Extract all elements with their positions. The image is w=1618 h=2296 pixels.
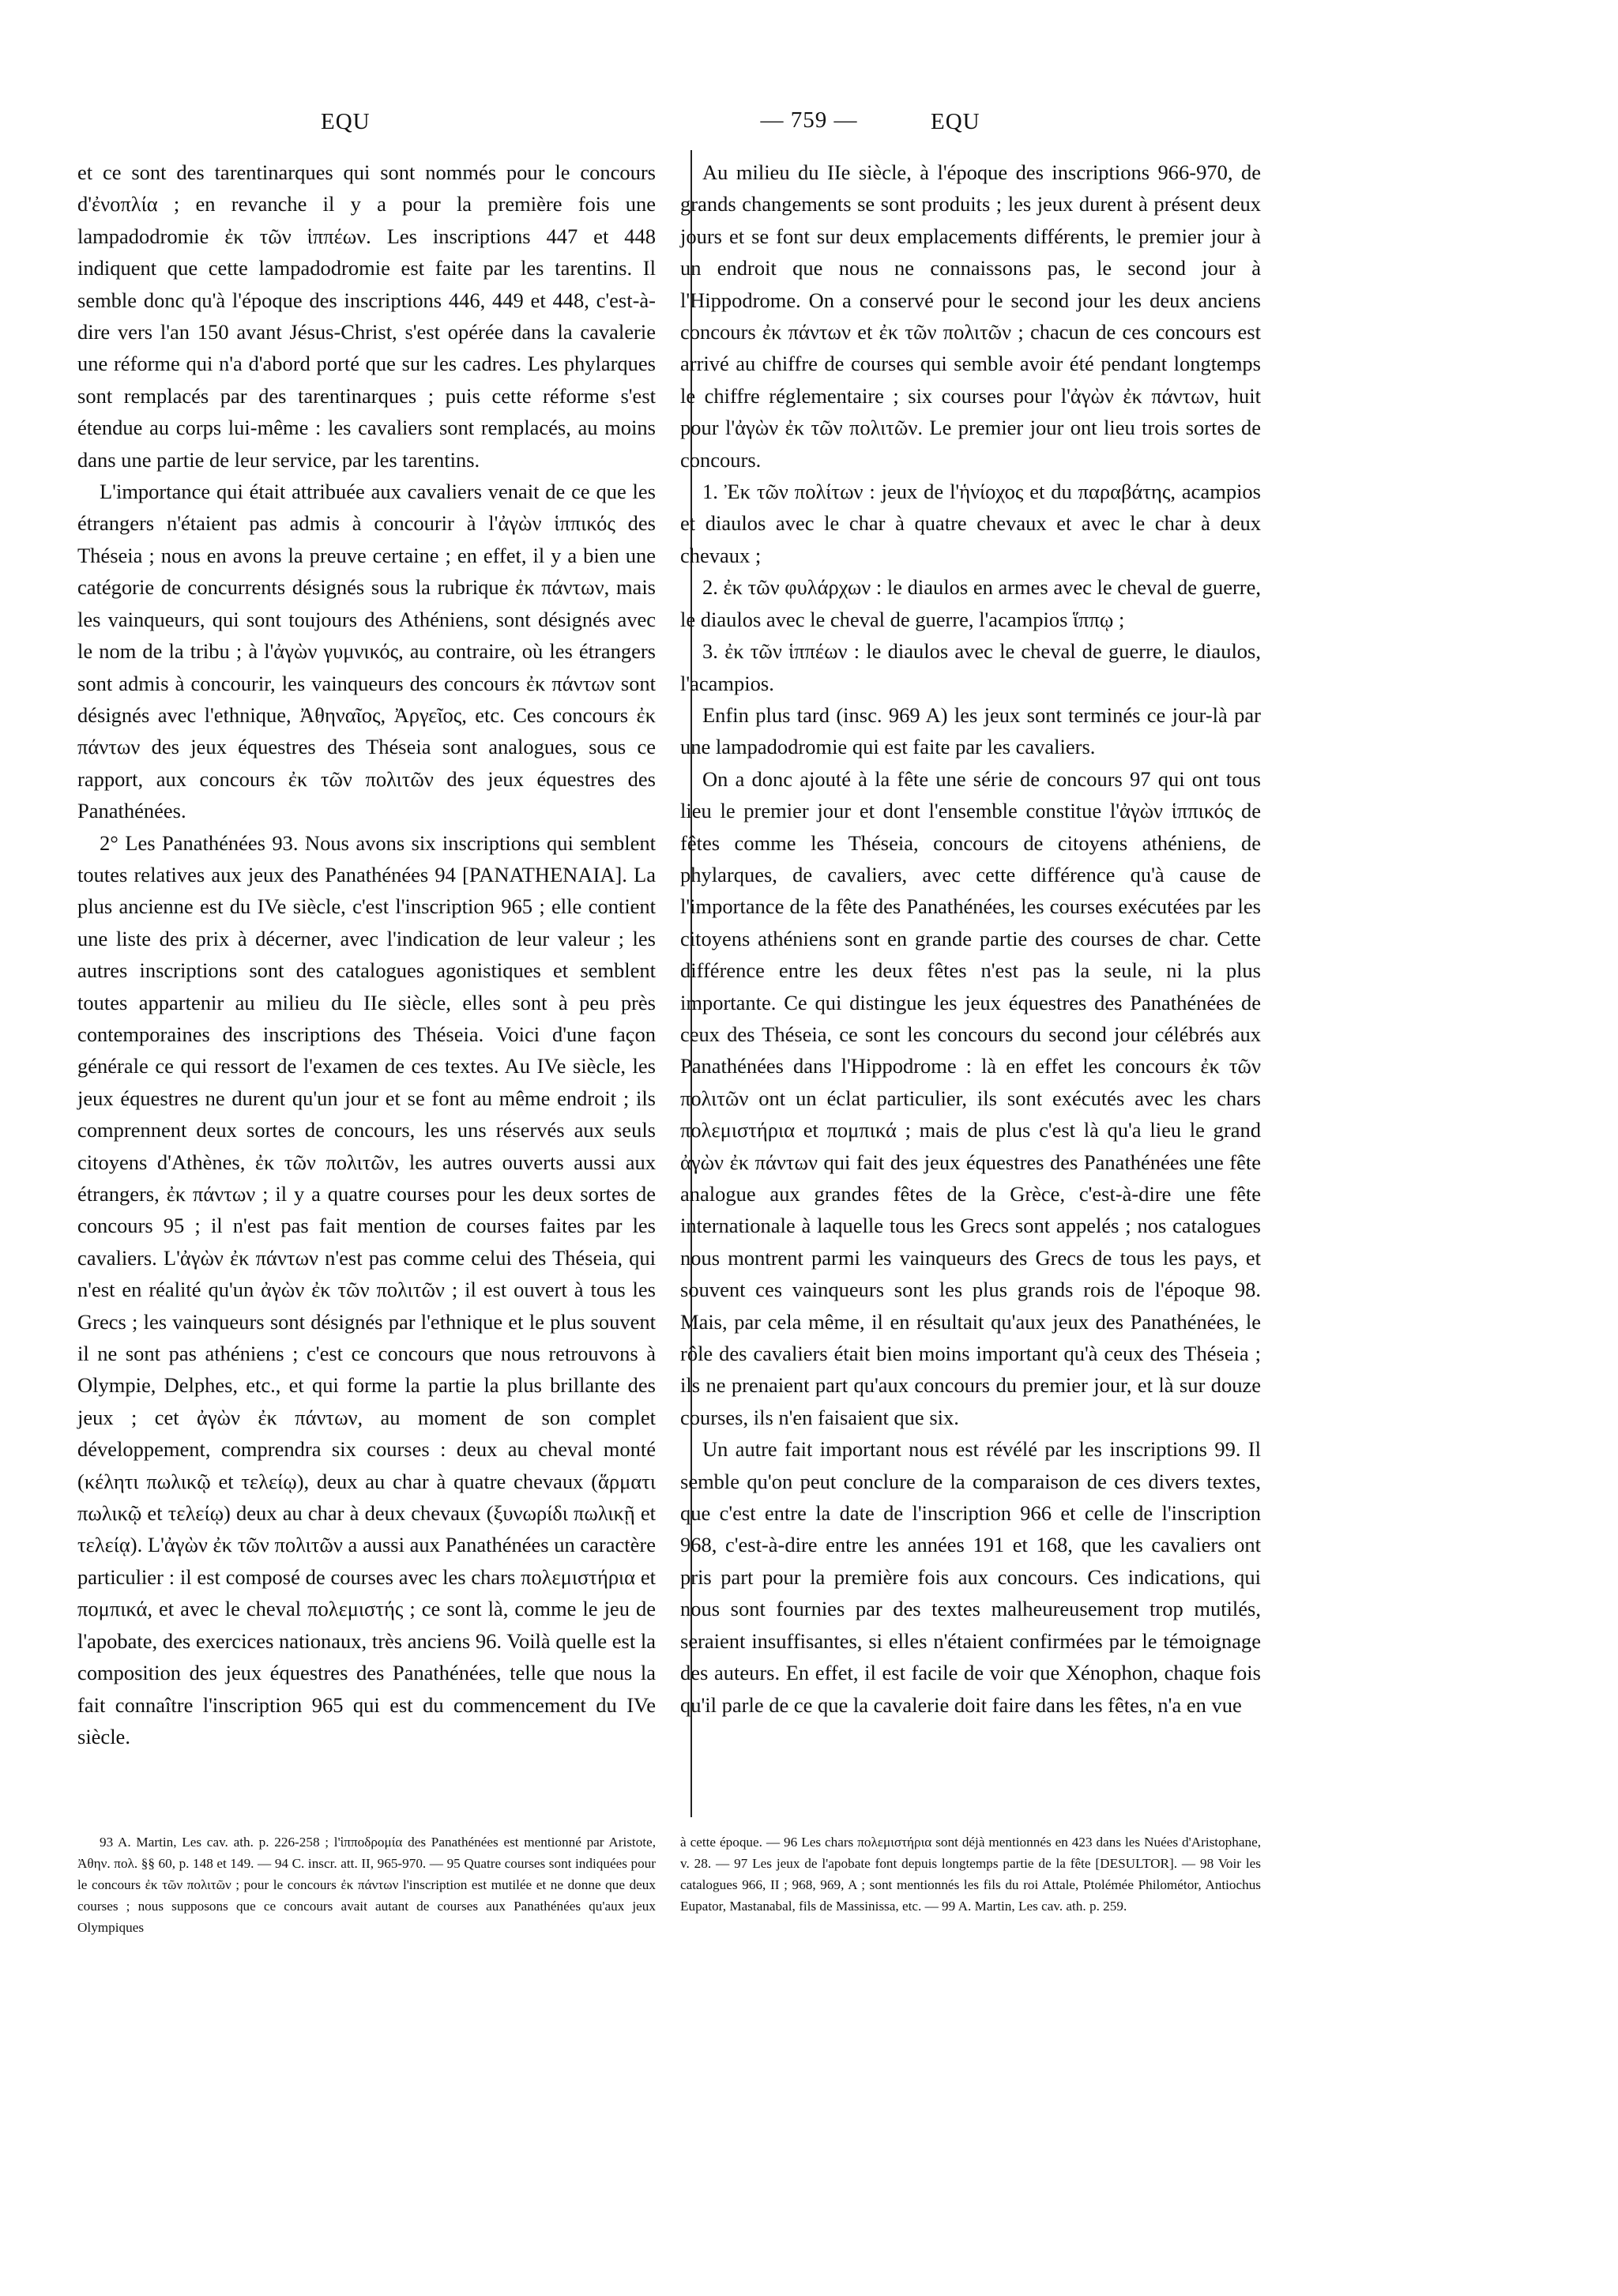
footnote-block: à cette époque. — 96 Les chars πολεμιστήρια sont déjà mentionnés en 423 dans les Nuées d'Aristophane, v. 28. — 97 Les jeux de l'apobate font depuis longtemps partie de la fête [DESULTOR]. — 98 Voir les catalogues 966, II ; 968, 969, A ; sont mentionnés les fils du roi Attale, Ptolémée Philométor, Antiochus Eupator, Mastanabal, fils de Massinissa, etc. — 99 A. Martin, Les cav. ath. p. 259. [680, 1835, 1261, 1914]
page-number: — 759 — [760, 107, 858, 133]
running-head-right: EQU [931, 109, 980, 134]
running-head-left: EQU [321, 109, 371, 134]
left-column [77, 156, 656, 1752]
footnotes-left [77, 1831, 656, 1938]
footnote-block: 93 A. Martin, Les cav. ath. p. 226-258 ; l'ἱπποδρομία des Panathénées est mentionné par Aristote, Ἀθην. πολ. §§ 60, p. 148 et 149. — 94 C. inscr. att. II, 965-970. — 95 Quatre courses sont indiquées pour le concours ἐκ τῶν πολιτῶν ; pour le concours ἐκ πάντων l'inscription est mutilée et ne donne que deux courses ; nous supposons que ce concours avait autant de courses aux Panathénées qu'aux jeux Olympiques [77, 1835, 656, 1935]
list-item: 2. ἐκ τῶν φυλάρχων : le diaulos en armes avec le cheval de guerre, le diaulos avec le cheval de guerre, l'acampios ἵππῳ ; [680, 575, 1261, 631]
right-column [680, 156, 1261, 1721]
list-item: 1. Ἐκ τῶν πολίτων : jeux de l'ἡνίοχος et du παραβάτης, acampios et diaulos avec le char à quatre chevaux et avec le char à deux chevaux ; [680, 480, 1261, 567]
paragraph: Un autre fait important nous est révélé par les inscriptions 99. Il semble qu'on peut conclure de la comparaison de ces divers textes, que c'est entre la date de l'inscription 966 et celle de l'inscription 968, c'est-à-dire entre les années 191 et 168, que les cavaliers ont pris part pour la première fois aux concours. Ces indications, qui nous sont fournies par des textes malheureusement trop mutilés, seraient insuffisantes, si elles n'étaient confirmées par le témoignage des auteurs. En effet, il est facile de voir que Xénophon, chaque fois qu'il parle de ce que la cavalerie doit faire dans les fêtes, n'a en vue [680, 1437, 1261, 1717]
paragraph: L'importance qui était attribuée aux cavaliers venait de ce que les étrangers n'étaient pas admis à concourir à l'ἀγὼν ἱππικός des Théseia ; nous en avons la preuve certaine ; en effet, il y a bien une catégorie de concurrents désignés sous la rubrique ἐκ πάντων, mais les vainqueurs, qui sont toujours des Athéniens, sont désignés avec le nom de la tribu ; à l'ἀγὼν γυμνικός, au contraire, où les étrangers sont admis à concourir, les vainqueurs des concours ἐκ πάντων sont désignés avec l'ethnique, Ἀθηναῖος, Ἀργεῖος, etc. Ces concours ἐκ πάντων des jeux équestres des Théseia sont analogues, sous ce rapport, aux concours ἐκ τῶν πολιτῶν des jeux équestres des Panathénées. [77, 480, 656, 823]
list-item: 3. ἐκ τῶν ἱππέων : le diaulos avec le cheval de guerre, le diaulos, l'acampios. [680, 639, 1261, 695]
footnotes-right [680, 1831, 1261, 1917]
paragraph: Enfin plus tard (insc. 969 A) les jeux sont terminés ce jour-là par une lampadodromie qui est faite par les cavaliers. [680, 702, 1261, 759]
paragraph: On a donc ajouté à la fête une série de concours 97 qui ont tous lieu le premier jour et dont l'ensemble constitue l'ἀγὼν ἱππικός de fêtes comme les Théseia, concours de citoyens athéniens, de phylarques, de cavaliers, avec cette différence qu'à cause de l'importance de la fête des Panathénées, les courses exécutées par les citoyens athéniens sont en grande partie des courses de char. Cette différence entre les deux fêtes n'est pas la seule, ni la plus importante. Ce qui distingue les jeux équestres des Panathénées de ceux des Théseia, ce sont les concours du second jour célébrés aux Panathénées dans l'Hippodrome : là en effet les concours ἐκ τῶν πολιτῶν ont un éclat particulier, ils sont exécutés avec les chars πολεμιστήρια et πομπικά ; mais de plus c'est là qu'a lieu le grand ἀγὼν ἐκ πάντων qui fait des jeux équestres des Panathénées une fête analogue aux grandes fêtes de la Grèce, c'est-à-dire une fête internationale à laquelle tous les Grecs sont appelés ; nos catalogues nous montrent parmi les vainqueurs des Grecs de tous les pays, et souvent ces vainqueurs sont les plus grands rois de l'époque 98. Mais, par cela même, il en résultait qu'aux jeux des Panathénées, le rôle des cavaliers était bien moins important qu'à ceux des Théseia ; ils ne prenaient part qu'aux concours du premier jour, et là sur douze courses, ils n'en faisaient que six. [680, 766, 1261, 1429]
paragraph: et ce sont des tarentinarques qui sont nommés pour le concours d'ἐνοπλία ; en revanche il y a pour la première fois une lampadodromie ἐκ τῶν ἱππέων. Les inscriptions 447 et 448 indiquent que cette lampadodromie est faite par les tarentins. Il semble donc qu'à l'époque des inscriptions 446, 449 et 448, c'est-à-dire vers l'an 150 avant Jésus-Christ, s'est opérée dans la cavalerie une réforme qui n'a d'abord porté que sur les cadres. Les phylarques sont remplacés par des tarentinarques ; puis cette réforme s'est étendue au corps lui-même : les cavaliers sont remplacés, au moins dans une partie de leur service, par les tarentins. [77, 160, 656, 472]
paragraph: Au milieu du IIe siècle, à l'époque des inscriptions 966-970, de grands changements se sont produits ; les jeux durent à présent deux jours et se font sur deux emplacements différents, le premier jour à un endroit que nous ne connaissons pas, le second jour à l'Hippodrome. On a conservé pour le second jour les deux anciens concours ἐκ πάντων et ἐκ τῶν πολιτῶν ; chacun de ces concours est arrivé au chiffre de courses qui semble avoir été pendant longtemps le chiffre réglementaire ; six courses pour l'ἀγὼν ἐκ πάντων, huit pour l'ἀγὼν ἐκ τῶν πολιτῶν. Le premier jour ont lieu trois sortes de concours. [680, 160, 1261, 472]
paragraph: 2° Les Panathénées 93. Nous avons six inscriptions qui semblent toutes relatives aux jeux des Panathénées 94 [PANATHENAIA]. La plus ancienne est du IVe siècle, c'est l'inscription 965 ; elle contient une liste des prix à décerner, avec l'indication de leur valeur ; les autres inscriptions sont des catalogues agonistiques et semblent toutes appartenir au milieu du IIe siècle, elles sont à peu près contemporaines des inscriptions des Théseia. Voici d'une façon générale ce qui ressort de l'examen de ces textes. Au IVe siècle, les jeux équestres ne durent qu'un jour et se font au même endroit ; ils comprennent deux sortes de concours, les uns réservés aux seuls citoyens d'Athènes, ἐκ τῶν πολιτῶν, les autres ouverts aussi aux étrangers, ἐκ πάντων ; il y a quatre courses pour les deux sortes de concours 95 ; il n'est pas fait mention de courses faites par les cavaliers. L'ἀγὼν ἐκ πάντων n'est pas comme celui des Théseia, qui n'est en réalité qu'un ἀγὼν ἐκ τῶν πολιτῶν ; il est ouvert à tous les Grecs ; les vainqueurs sont désignés par l'ethnique et le plus souvent il ne sont pas athéniens ; c'est ce concours que nous retrouvons à Olympie, Delphes, etc., et qui forme la partie la plus brillante des jeux ; cet ἀγὼν ἐκ πάντων, au moment de son complet développement, comprendra six courses : deux au cheval monté (κέλητι πωλικῷ et τελείῳ), deux au char à quatre chevaux (ἅρματι πωλικῷ et τελείῳ) deux au char à deux chevaux (ξυνωρίδι πωλικῇ et τελείᾳ). L'ἀγὼν ἐκ τῶν πολιτῶν a aussi aux Panathénées un caractère particulier : il est composé de courses avec les chars πολεμιστήρια et πομπικά, et avec le cheval πολεμιστής ; ce sont là, comme le jeu de l'apobate, des exercices nationaux, très anciens 96. Voilà quelle est la composition des jeux équestres des Panathénées, telle que nous la fait connaître l'inscription 965 qui est du commencement du IVe siècle. [77, 830, 656, 1748]
